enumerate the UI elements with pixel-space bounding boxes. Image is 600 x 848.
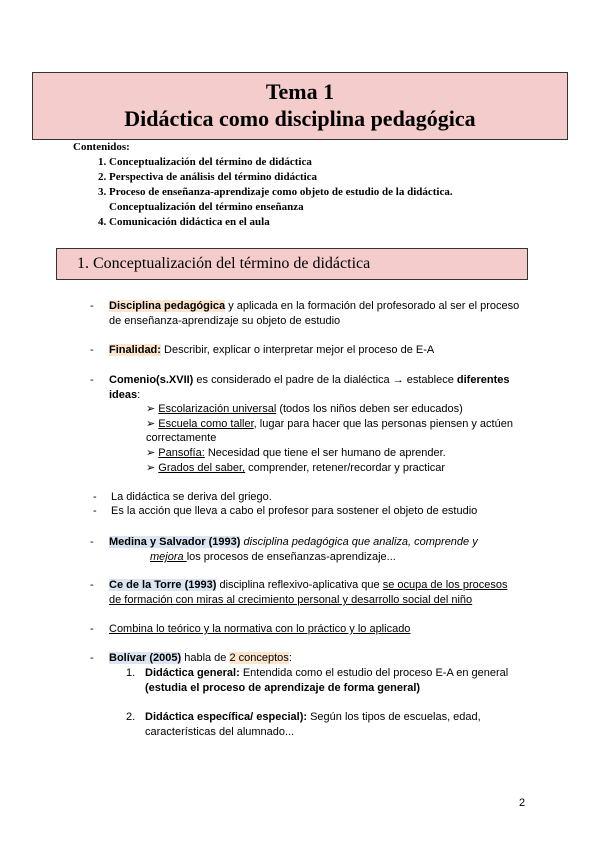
- bullet-dash: -: [93, 505, 97, 517]
- numbered-item-cont: (estudia el proceso de aprendizaje de forma general): [145, 682, 421, 694]
- list-number: 1.: [126, 667, 136, 679]
- text: habla de: [181, 652, 230, 664]
- text: (todos los niños deben ser educados): [276, 403, 463, 415]
- bullet-dash: -: [90, 579, 94, 591]
- term: Finalidad:: [109, 344, 161, 356]
- term: Bolívar (2005): [109, 652, 182, 664]
- term: Comenio(s.XVII): [109, 374, 194, 386]
- underlined-term: Grados del saber,: [158, 462, 246, 474]
- bullet-text: [150, 550, 396, 565]
- underlined-term: Pansofía:: [158, 447, 205, 459]
- contents-item: [109, 185, 573, 215]
- bullet-dash: -: [90, 652, 94, 664]
- bullet-dash: -: [90, 374, 94, 386]
- term: Didáctica específica/ especial):: [145, 711, 308, 723]
- text: comprender, retener/recordar y practicar: [245, 462, 446, 474]
- numbered-item: [145, 710, 481, 725]
- text: Describir, explicar o interpretar mejor el proceso de E-A: [160, 344, 435, 356]
- sub-bullet-cont: correctamente: [146, 432, 217, 444]
- contents-item-text: Proceso de enseñanza-aprendizaje como objeto de estudio de la didáctica.: [109, 186, 453, 198]
- text: :: [288, 652, 292, 664]
- bullet-text: Es la acción que lleva a cabo el profesor para sostener el objeto de estudio: [111, 505, 478, 517]
- bullet-dash: -: [90, 300, 94, 312]
- bullet-dash: -: [90, 344, 94, 356]
- bullet-text: de enseñanza-aprendizaje su objeto de estudio: [109, 315, 341, 327]
- underlined-term: Escuela como taller: [158, 418, 254, 430]
- bullet-text: [109, 373, 509, 388]
- contents-item: 1. Conceptualización del término de didáctica: [109, 155, 573, 170]
- bold-text: diferentes: [456, 374, 510, 386]
- bullet-dash: -: [93, 491, 97, 503]
- contents-heading: Contenidos:: [73, 141, 130, 153]
- title-line-1: Tema 1: [265, 79, 335, 104]
- text: y aplicada en la formación del profesorado al ser el proceso: [225, 300, 520, 312]
- text: :: [137, 389, 141, 401]
- term: Medina y Salvador (1993): [109, 536, 241, 548]
- bullet-dash: -: [90, 536, 94, 548]
- title-box: [32, 72, 568, 140]
- term: Ce de la Torre (1993): [109, 579, 217, 591]
- bold-text: ideas: [109, 389, 138, 401]
- contents-item-cont: Conceptualización del término enseñanza: [109, 201, 304, 213]
- text: Según los tipos de escuelas, edad,: [307, 711, 481, 723]
- text: Entendida como el estudio del proceso E-A en general: [239, 667, 509, 679]
- sub-bullet: ➢ Pansofía: Necesidad que tiene el ser humano de aprender.: [146, 447, 446, 459]
- bullet-text: [109, 651, 292, 666]
- italic-text: mejora: [150, 551, 187, 563]
- term: Didáctica general:: [145, 667, 240, 679]
- bullet-text: [109, 343, 434, 358]
- term: Disciplina pedagógica: [109, 300, 226, 312]
- bullet-dash: -: [90, 623, 94, 635]
- text: , lugar para hacer que las personas piensen y actúen: [253, 418, 513, 430]
- contents-list: [73, 140, 573, 230]
- bullet-text: [109, 299, 519, 314]
- sub-bullet: ➢ Escolarización universal (todos los niños deben ser educados): [146, 403, 463, 415]
- text: disciplina reflexivo-aplicativa que: [216, 579, 383, 591]
- numbered-item-cont: características del alumnado...: [145, 726, 295, 738]
- bullet-text: [109, 578, 507, 593]
- text: Necesidad que tiene el ser humano de aprender.: [204, 447, 446, 459]
- bullet-text: [109, 535, 478, 550]
- title-line-2: Didáctica como disciplina pedagógica: [124, 106, 476, 131]
- contents-item: 4. Comunicación didáctica en el aula: [109, 215, 573, 230]
- numbered-item: [145, 666, 508, 681]
- bullet-text: de formación con miras al crecimiento personal y desarrollo social del niño: [109, 594, 473, 606]
- text: es considerado el padre de la dialéctica → establece: [193, 374, 457, 386]
- page-number: 2: [519, 797, 526, 809]
- underlined-text: se ocupa de los procesos: [382, 579, 508, 591]
- underlined-term: Escolarización universal: [158, 403, 277, 415]
- sub-bullet: ➢ Grados del saber, comprender, retener/recordar y practicar: [146, 462, 446, 474]
- contents-item: 2. Perspectiva de análisis del término didáctica: [109, 170, 573, 185]
- italic-text: disciplina pedagógica que analiza, comprende y: [240, 536, 478, 548]
- section-heading: 1. Conceptualización del término de didáctica: [56, 248, 528, 280]
- bullet-text: La didáctica se deriva del griego.: [111, 491, 272, 503]
- list-number: 2.: [126, 711, 136, 723]
- highlight-text: 2 conceptos: [229, 652, 289, 664]
- text: los procesos de enseñanzas-aprendizaje...: [186, 551, 396, 563]
- bullet-text: [109, 388, 140, 403]
- bullet-text: Combina lo teórico y la normativa con lo práctico y lo aplicado: [109, 623, 411, 635]
- sub-bullet: ➢ Escuela como taller, lugar para hacer que las personas piensen y actúen: [146, 418, 513, 430]
